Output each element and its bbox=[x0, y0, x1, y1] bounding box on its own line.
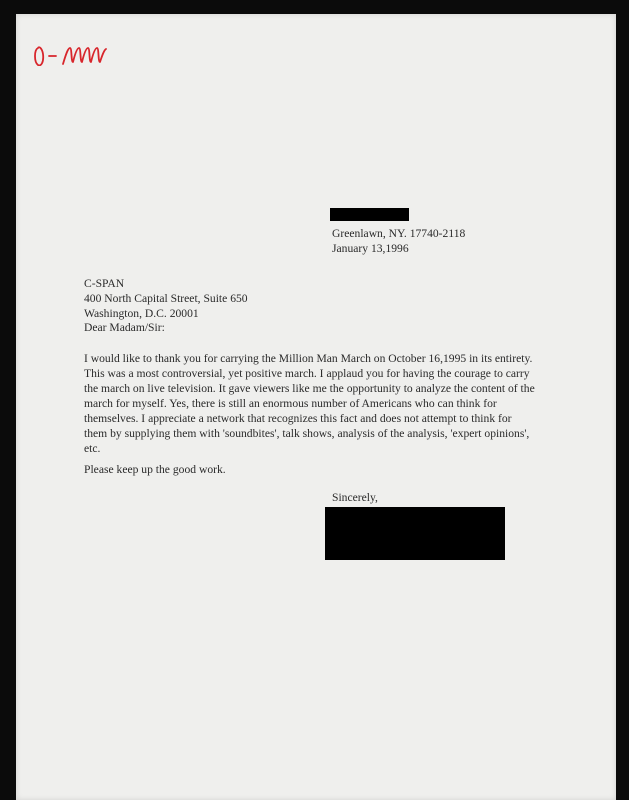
recipient-line: C-SPAN bbox=[84, 277, 125, 290]
closing-line: Please keep up the good work. bbox=[84, 463, 226, 476]
salutation: Dear Madam/Sir: bbox=[84, 321, 165, 334]
sender-address: Greenlawn, NY. 17740-2118 bbox=[332, 227, 466, 240]
letter-body bbox=[84, 351, 554, 456]
body-line: them by supplying them with 'soundbites', talk shows, analysis of the analysis, 'expert opinions', bbox=[84, 427, 530, 440]
body-line: march for myself. Yes, there is still an enormous number of Americans who can think for bbox=[84, 397, 497, 410]
body-line: I would like to thank you for carrying the Million Man March on October 16,1995 in its entirety. bbox=[84, 352, 533, 365]
letter-date: January 13,1996 bbox=[332, 242, 409, 255]
handwritten-note bbox=[30, 32, 114, 66]
letter-page bbox=[16, 14, 616, 800]
body-line: This was a most controversial, yet positive march. I applaud you for having the courage to carry bbox=[84, 367, 530, 380]
sender-block bbox=[332, 226, 465, 256]
sign-off: Sincerely, bbox=[332, 491, 378, 504]
redacted-signature bbox=[325, 507, 505, 560]
recipient-line: Washington, D.C. 20001 bbox=[84, 307, 199, 320]
body-line: etc. bbox=[84, 442, 101, 455]
recipient-address bbox=[84, 276, 248, 321]
body-line: themselves. I appreciate a network that recognizes this fact and does not attempt to think for bbox=[84, 412, 512, 425]
redacted-name bbox=[330, 208, 409, 221]
recipient-line: 400 North Capital Street, Suite 650 bbox=[84, 292, 248, 305]
body-line: the march on live television. It gave viewers like me the opportunity to analyze the content of the bbox=[84, 382, 535, 395]
